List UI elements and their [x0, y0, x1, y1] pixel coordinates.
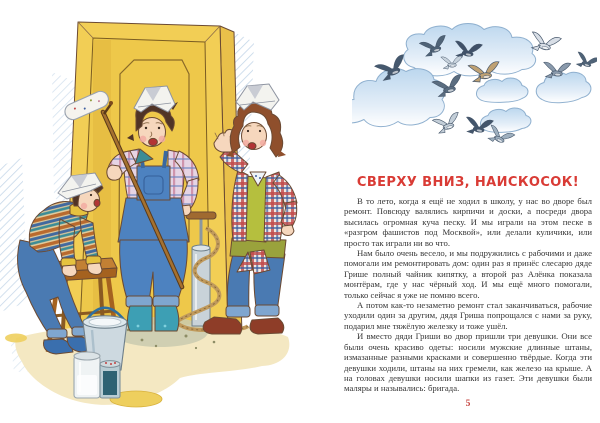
paragraph: Нам было очень весело, и мы подружились с рабочими и даже помогали им ремонтировать дом: один раз я принёс слесарю дяде Грише полный чайник кипятку, а второй раз Алёнка показала монтёрам, где у нас чёрный ход. И мы ещё много помогали, только сейчас я уже не помню всего.: [344, 248, 592, 300]
cloud: [352, 69, 445, 127]
page-number: 5: [465, 399, 471, 409]
rubber-boot: [128, 306, 153, 331]
pigeon: [528, 31, 561, 56]
clouds-and-pigeons: [352, 6, 597, 164]
paragraph: В то лето, когда я ещё не ходил в школу, у нас во дворе был ремонт. Повсюду валялись кирпичи и доски, а посреди двора высилась огромная куча песку. И мы играли на этом песке в «разгром фашистов под Москвой», или делали куличики, или просто так играли ни во что.: [344, 196, 592, 248]
leather-shoe: [250, 318, 284, 334]
cloud: [536, 72, 591, 102]
leather-shoe: [203, 317, 242, 334]
paragraph: И вместо дяди Гриши во двор пришли три девушки. Они все были очень красиво одеты: носили мужские длинные штаны, измазанные разными красками и совершенно твёрдые. Когда эти девушки ходили, штаны на них гремели, как железо на крыше. А на головах девушки носили шапки из газет. Эти девушки были маляры и назывались: бригада.: [344, 331, 592, 394]
story-title: СВЕРХУ ВНИЗ, НАИСКОСОК!: [356, 175, 580, 190]
rubber-boot: [155, 306, 179, 331]
paragraph: А потом как-то незаметно ремонт стал заканчиваться, рабочие уходили один за другим, дядя Гриша попрощался с нами за руку, подарил мне тяжёлую железку и тоже ушёл.: [344, 300, 592, 331]
story-text: [344, 196, 592, 394]
hand-gripping-roller: [107, 165, 122, 180]
pigeon: [574, 51, 597, 72]
cloud: [477, 78, 528, 102]
